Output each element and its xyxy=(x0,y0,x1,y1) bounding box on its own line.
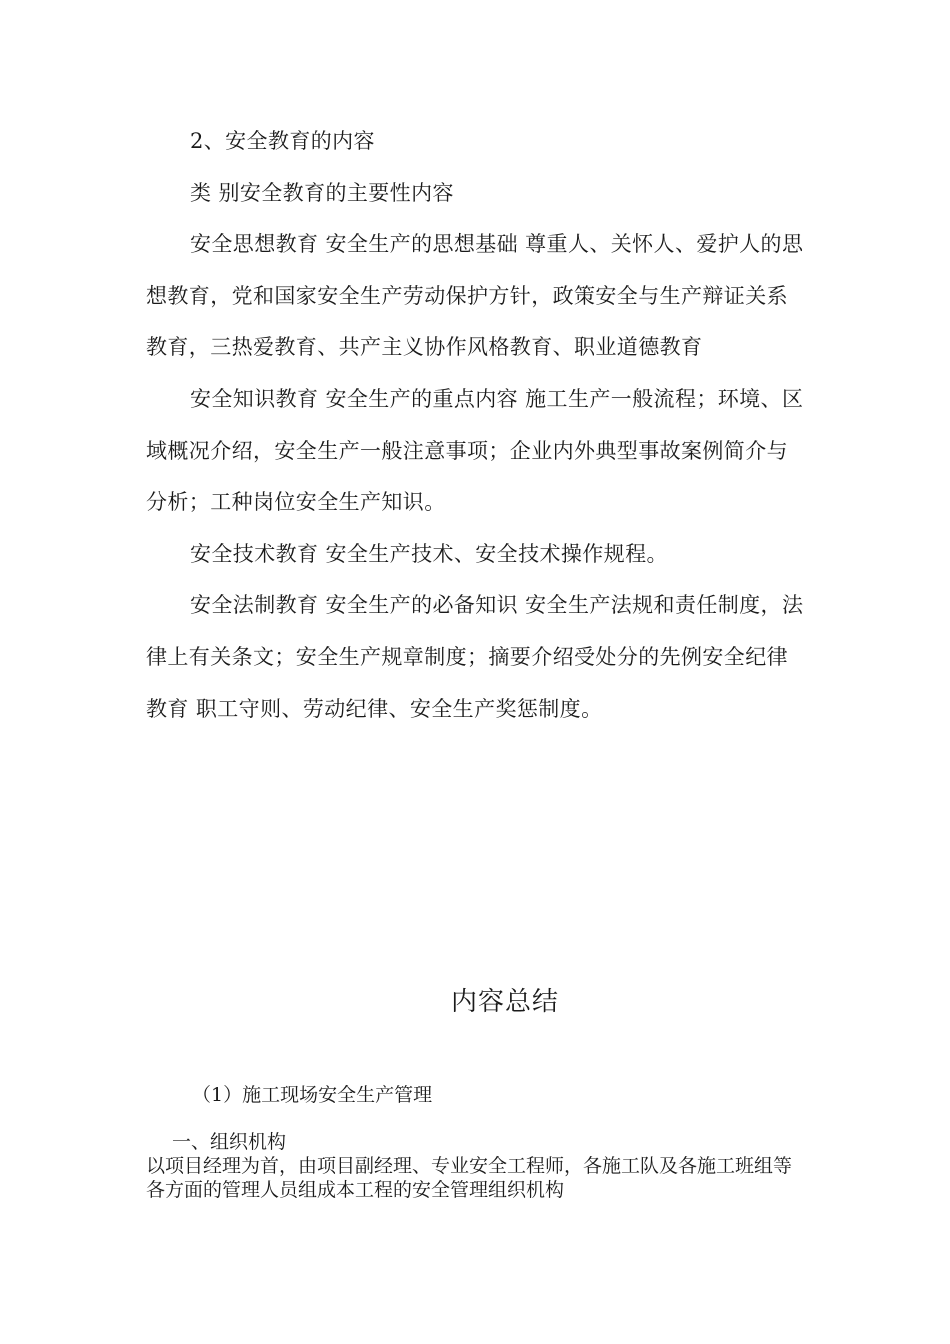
paragraph-safety-technology: 安全技术教育 安全生产技术、安全技术操作规程。 xyxy=(190,541,668,566)
summary-title: 内容总结 xyxy=(450,987,559,1017)
paragraph-safety-thinking: 安全思想教育 安全生产的思想基础 尊重人、关怀人、爱护人的思想教育，党和国家安全生产劳动保护方针，政策安全与生产辩证关系教育，三热爱教育、共产主义协作风格教育、职业道德教育 xyxy=(146,232,804,360)
summary-sub-heading: （1）施工现场安全生产管理 xyxy=(192,1084,433,1106)
table-header-line: 类 别安全教育的主要性内容 xyxy=(190,180,454,205)
organization-heading: 一、组织机构 xyxy=(172,1131,287,1153)
paragraph-safety-knowledge: 安全知识教育 安全生产的重点内容 施工生产一般流程；环境、区域概况介绍，安全生产一般注意事项；企业内外典型事故案例简介与分析；工种岗位安全生产知识。 xyxy=(146,386,804,515)
paragraph-safety-law: 安全法制教育 安全生产的必备知识 安全生产法规和责任制度，法律上有关条文；安全生产规章制度；摘要介绍受处分的先例安全纪律教育 职工守则、劳动纪律、安全生产奖惩制度。 xyxy=(146,593,804,721)
document-body xyxy=(146,116,806,735)
section-heading: 2、安全教育的内容 xyxy=(190,129,375,153)
organization-description: 以项目经理为首，由项目副经理、专业安全工程师，各施工队及各施工班组等各方面的管理人员组成本工程的安全管理组织机构 xyxy=(146,1155,793,1201)
